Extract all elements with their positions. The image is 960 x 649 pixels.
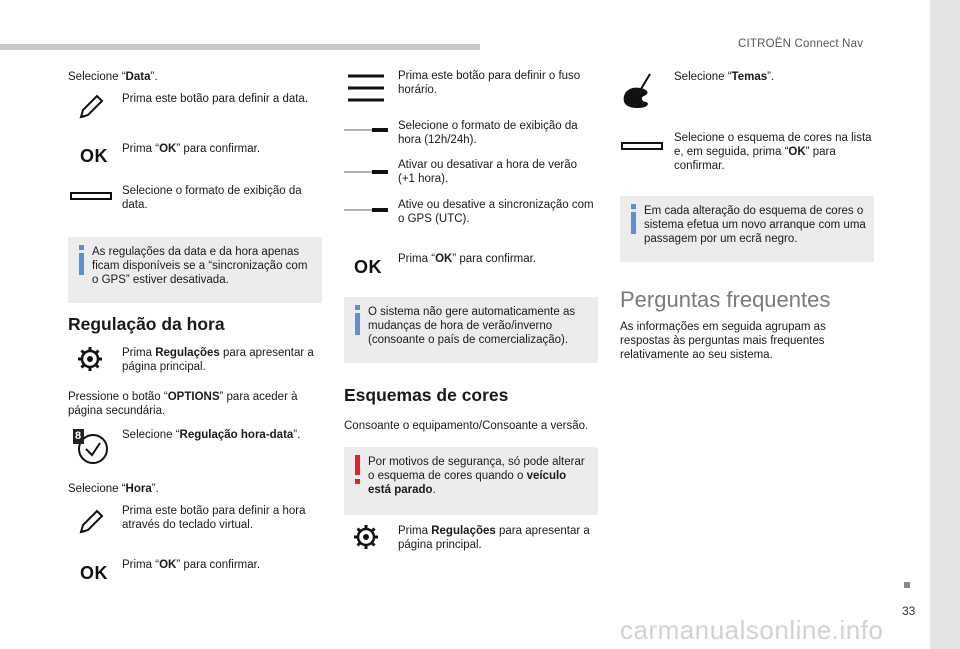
date-format-text: Selecione o formato de exibição da data. bbox=[122, 185, 302, 211]
end-marker bbox=[904, 582, 910, 588]
selector-bar-icon bbox=[620, 140, 664, 152]
info-note-dst: O sistema não gere automaticamente as mudanças de hora de verão/inverno (consoante o país de comercialização). bbox=[344, 297, 598, 363]
brand-title: CITROËN Connect Nav bbox=[738, 38, 864, 50]
info-note-restart: Em cada alteração do esquema de cores o sistema efetua um novo arranque com uma passagem por um ecrã negro. bbox=[620, 196, 874, 262]
watermark: carmanualsonline.info bbox=[620, 615, 884, 645]
slider-track-icon bbox=[344, 206, 388, 214]
info-icon bbox=[628, 204, 640, 234]
menu-list-icon bbox=[346, 72, 386, 104]
section-heading-colors: Esquemas de cores bbox=[344, 385, 509, 405]
timezone-text: Prima este botão para definir o fuso horário. bbox=[398, 70, 581, 96]
settings-main-text: Prima Regulações para apresentar a página principal. bbox=[122, 347, 314, 373]
ok-icon: OK bbox=[80, 562, 108, 583]
ok-icon: OK bbox=[354, 256, 382, 277]
pencil-icon bbox=[76, 507, 106, 537]
faq-intro-text: As informações em seguida agrupam as respostas às perguntas mais frequentes relativamente ao seu sistema. bbox=[620, 321, 826, 361]
warning-note-colors: Por motivos de segurança, só pode alterar o esquema de cores quando o veículo está parado. bbox=[344, 447, 598, 515]
ok-confirm-text: Prima “OK” para confirmar. bbox=[398, 253, 537, 265]
options-text: Pressione o botão “OPTIONS” para aceder à página secundária. bbox=[68, 391, 298, 417]
section-heading-time: Regulação da hora bbox=[68, 314, 225, 334]
slider-track-icon bbox=[344, 126, 388, 134]
info-icon bbox=[76, 245, 88, 275]
select-date-text: Selecione “Data”. bbox=[68, 71, 158, 83]
ok-icon: OK bbox=[80, 145, 108, 166]
page-edge-tab bbox=[930, 0, 960, 649]
palette-brush-icon bbox=[620, 72, 660, 112]
equipment-version-text: Consoante o equipamento/Consoante a versão. bbox=[344, 420, 589, 432]
pencil-icon bbox=[76, 92, 106, 122]
warning-icon bbox=[352, 455, 364, 485]
gear-icon bbox=[352, 523, 380, 551]
pencil-date-text: Prima este botão para definir a data. bbox=[122, 93, 309, 105]
info-note-date: As regulações da data e da hora apenas ficam disponíveis se a “sincronização com o GPS” estiver desativada. bbox=[68, 237, 322, 303]
time-date-setting-text: Selecione “Regulação hora-data”. bbox=[122, 429, 301, 441]
info-icon bbox=[352, 305, 364, 335]
dst-text: Ativar ou desativar a hora de verão (+1 hora). bbox=[398, 159, 577, 185]
gear-icon bbox=[76, 345, 104, 373]
settings-main-text: Prima Regulações para apresentar a página principal. bbox=[398, 525, 590, 551]
color-scheme-text: Selecione o esquema de cores na lista e, em seguida, prima “OK” para confirmar. bbox=[674, 132, 872, 172]
section-heading-faq: Perguntas frequentes bbox=[620, 287, 831, 312]
ok-confirm-text: Prima “OK” para confirmar. bbox=[122, 559, 261, 571]
hour-format-text: Selecione o formato de exibição da hora (12h/24h). bbox=[398, 120, 578, 146]
themes-text: Selecione “Temas”. bbox=[674, 71, 775, 83]
slider-track-icon bbox=[344, 168, 388, 176]
select-hour-text: Selecione “Hora”. bbox=[68, 483, 159, 495]
page-number: 33 bbox=[902, 604, 916, 618]
header-bar bbox=[0, 44, 480, 50]
clock-badge: 8 bbox=[75, 430, 82, 442]
gps-sync-text: Ative ou desative a sincronização com o GPS (UTC). bbox=[398, 199, 594, 225]
selector-bar-icon bbox=[70, 190, 112, 202]
ok-confirm-text: Prima “OK” para confirmar. bbox=[122, 143, 261, 155]
pencil-hour-text: Prima este botão para definir a hora através do teclado virtual. bbox=[122, 505, 306, 531]
